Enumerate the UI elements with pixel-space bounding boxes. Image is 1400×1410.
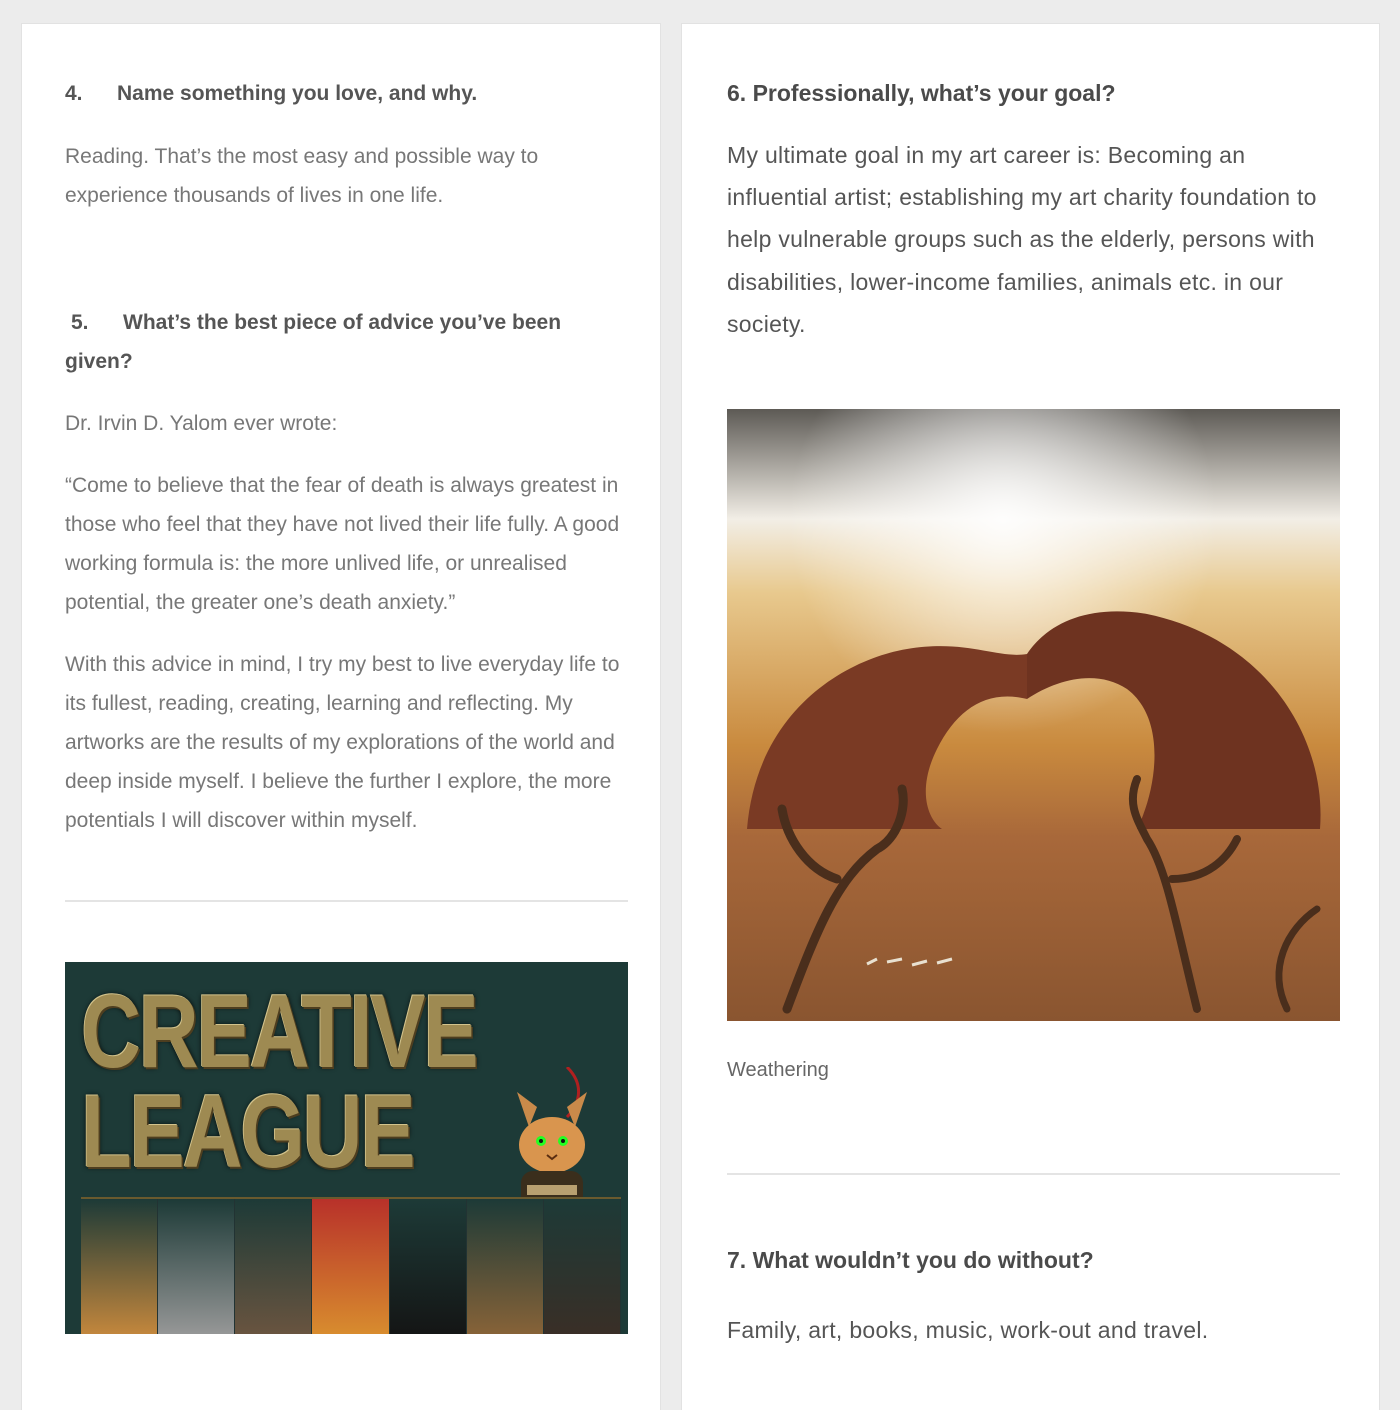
wolf-portrait [158,1199,235,1334]
owl-portrait [467,1199,544,1334]
right-article-card [682,24,1379,1410]
section-divider [727,1173,1340,1175]
creative-league-poster-image[interactable] [65,962,628,1334]
question-6: 6. Professionally, what’s your goal? [727,80,1116,106]
answer-6: My ultimate goal in my art career is: Becoming an influential artist; establishing my art charity foundation to help vulnerable groups such as the elderly, persons with disabilities, lower-income families, animals etc. in our society. [727,142,1317,337]
answer-7: Family, art, books, music, work-out and travel. [727,1317,1209,1344]
question-text: What’s the best piece of advice you’ve been given? [65,311,562,373]
deer-portrait [81,1199,158,1334]
question-7: 7. What wouldn’t you do without? [727,1247,1094,1274]
answer-5-body: With this advice in mind, I try my best to live everyday life to its fullest, reading, creating, learning and reflecting. My artworks are the results of my explorations of the world and deep inside myself. I believe the further I explore, the more potentials I will discover within myself. [65,653,620,832]
animal-portraits-row [81,1197,621,1334]
answer-4: Reading. That’s the most easy and possible way to experience thousands of lives in one life. [65,145,539,207]
question-number: 4. [65,82,83,105]
poster-title: CREATIVE LEAGUE [81,974,477,1190]
question-5 [65,303,628,381]
image-caption: Weathering [727,1059,829,1082]
answer-5-quote: “Come to believe that the fear of death is always greatest in those who feel that they have not lived their life fully. A good working formula is: the more unlived life, or unrealised potential, the greater one’s death anxiety.” [65,474,620,614]
answer-5-intro: Dr. Irvin D. Yalom ever wrote: [65,412,338,435]
left-article-card [22,24,660,1410]
goggles-portrait [235,1199,312,1334]
tiger-portrait [312,1199,389,1334]
question-4 [65,74,628,113]
question-text: Name something you love, and why. [117,82,478,105]
panther-portrait [390,1199,467,1334]
weathering-artwork-image[interactable] [727,409,1340,1021]
section-divider [65,900,628,902]
monkey-portrait [544,1199,621,1334]
question-number: 5. [71,311,89,334]
